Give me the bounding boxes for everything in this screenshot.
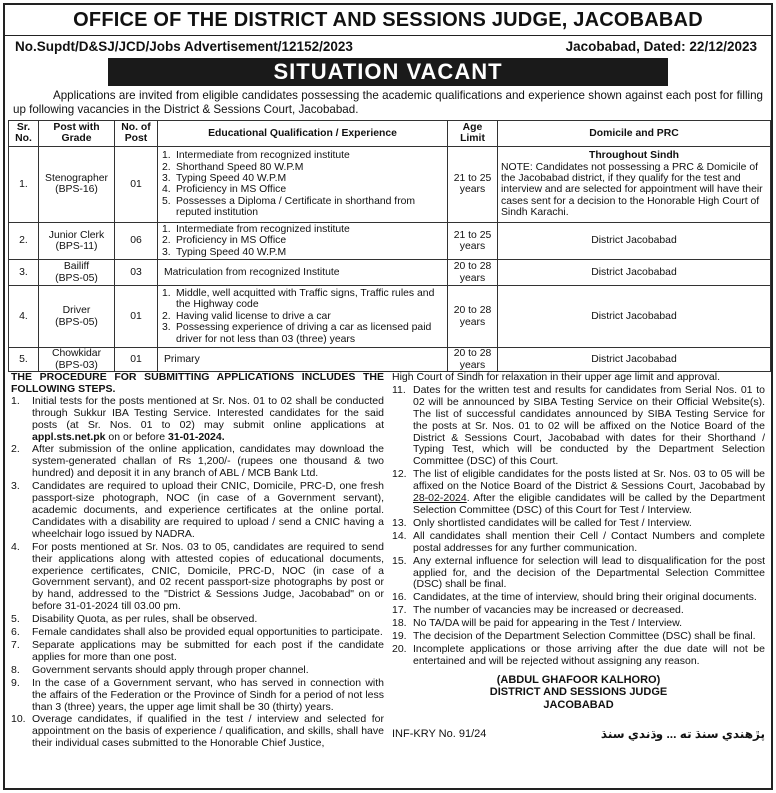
table-row	[9, 286, 771, 348]
row-post	[39, 222, 115, 259]
list-item: 1. Intermediate from recognized institute	[162, 150, 350, 162]
row-post	[39, 260, 115, 286]
procedure-left-column	[11, 372, 384, 750]
list-item: 8. Government servants should apply through proper channel.	[11, 663, 309, 676]
list-item: 1. Initial tests for the posts mentioned at Sr. Nos. 01 to 02 shall be conducted through Sukkur IBA Testing Service. Interested candidates for the said posts (at Sr. Nos. 01 to 02) may submit online applications at appl.sts.net.pk on or before 31-01-2024.	[11, 394, 384, 443]
list-item: 2. Having valid license to drive a car	[162, 310, 331, 322]
row-count: 03	[115, 260, 158, 286]
header-count: No. of Post	[115, 121, 158, 147]
domicile-note: NOTE: Candidates not possessing a PRC & Domicile of the Jacobabad district, if they qualify for the test and interview and are selected for appointment will have their cases sent for a decision to the Honorable High Court of Sindh Karachi.	[501, 161, 763, 219]
row-sr: 1.	[9, 146, 39, 222]
header-qualification: Educational Qualification / Experience	[158, 121, 448, 147]
post-name: Driver	[62, 305, 91, 317]
list-item: 2. After submission of the online application, candidates may download the system-generated challan of Rs 1,200/- (rupees one thousand & two hundred) and deposit it in any branch of ABL / MCB Bank Ltd.	[11, 443, 384, 480]
inf-number: INF-KRY No. 91/24	[392, 728, 487, 741]
list-item: 3. Typing Speed 40 W.P.M	[162, 172, 287, 184]
post-name: Bailiff	[63, 261, 90, 273]
post-grade: (BPS-05)	[55, 272, 98, 284]
list-item: 1. Middle, well acquitted with Traffic signs, Traffic rules and the Highway code	[162, 288, 435, 311]
list-item: 14. All candidates shall mention their Cell / Contact Numbers and complete postal addresses for any further communication.	[392, 529, 765, 554]
row-qualification	[158, 146, 448, 222]
post-name: Junior Clerk	[48, 229, 105, 241]
list-item: 1. Intermediate from recognized institute	[162, 223, 350, 235]
list-item: 13. Only shortlisted candidates will be called for Test / Interview.	[392, 516, 692, 529]
row-count: 01	[115, 286, 158, 348]
vacancy-table	[8, 120, 771, 372]
portal-link[interactable]: appl.sts.net.pk	[32, 430, 106, 443]
list-item: 3. Possessing experience of driving a car as licensed paid driver for not less than 03 (three) years	[162, 322, 432, 345]
row-sr: 2.	[9, 222, 39, 259]
intro-paragraph: Applications are invited from eligible candidates possessing the academic qualifications and experience shown against each post for filling up following vacancies in the District & Sessions Court, Jacobabad.	[13, 89, 763, 116]
row-domicile: District Jacobabad	[498, 286, 771, 348]
row-domicile: District Jacobabad	[498, 348, 771, 372]
list-item: 7. Separate applications may be submitted for each post if the candidate applies for more than one post.	[11, 638, 384, 663]
sindhi-slogan: پڙهندي سنڌ ته ... وڌندي سنڌ	[600, 727, 765, 742]
list-item: 10. Overage candidates, if qualified in the test / interview and selected for appointment on the basis of experience / qualification, and skills, shall have their individual cases submitted to the Honorable Chief Justice,	[11, 713, 384, 750]
list-item: 12. The list of eligible candidates for the posts listed at Sr. Nos. 03 to 05 will be affixed on the Notice Board of the District & Sessions Court, Jacobabad by 28-02-2024. After the eligible candidates will be called by the Department Selection Committee (DSC) of this Court for Test / Interview.	[392, 468, 765, 516]
row-count: 01	[115, 348, 158, 372]
footer-row	[392, 729, 765, 741]
signatory-name: (ABDUL GHAFOOR KALHORO)	[496, 673, 661, 686]
post-grade: (BPS-11)	[55, 240, 98, 252]
header-post: Post with Grade	[39, 121, 115, 147]
date-line: Jacobabad, Dated: 22/12/2023	[565, 39, 757, 54]
row-count: 01	[115, 146, 158, 222]
list-item: 5. Disability Quota, as per rules, shall be observed.	[11, 613, 258, 626]
list-item: 4. Proficiency in MS Office	[162, 184, 287, 196]
reference-number: No.Supdt/D&SJ/JCD/Jobs Advertisement/12152/2023	[15, 39, 353, 54]
row-qualification	[158, 286, 448, 348]
header-sr: Sr. No.	[9, 121, 39, 147]
list-item: 17. The number of vacancies may be increased or decreased.	[392, 604, 684, 617]
procedure-right-column	[392, 372, 765, 750]
list-item: 6. Female candidates shall also be provided equal opportunities to participate.	[11, 626, 383, 639]
list-item: 15. Any external influence for selection will lead to disqualification for the post applied for, and the decision of the Departmental Selection Committee (DSC) shall be final.	[392, 554, 765, 591]
reference-row	[5, 36, 771, 58]
table-row	[9, 260, 771, 286]
table-row	[9, 146, 771, 222]
row-post	[39, 286, 115, 348]
post-name: Chowkidar	[51, 348, 102, 360]
row-qualification: Primary	[158, 348, 448, 372]
row-domicile: District Jacobabad	[498, 222, 771, 259]
list-item: 9. In the case of a Government servant, who has served in connection with the affairs of the Federation or the Province of Sindh for a period of not less than 3 (three) years, the upper age limit shall be 30 (thirty) years.	[11, 676, 384, 713]
list-item: 20. Incomplete applications or those arriving after the due date will not be entertained and will be rejected without assigning any reason.	[392, 642, 765, 667]
post-grade: (BPS-05)	[55, 316, 98, 328]
step-10-continuation: High Court of Sindh for relaxation in their upper age limit and approval.	[392, 371, 721, 384]
row-count: 06	[115, 222, 158, 259]
signature-block	[392, 674, 765, 712]
post-name: Stenographer	[45, 172, 108, 184]
header-domicile: Domicile and PRC	[498, 121, 771, 147]
list-item: 2. Proficiency in MS Office	[162, 235, 287, 247]
list-item: 11. Dates for the written test and results for candidates from Serial Nos. 01 to 02 will be announced by SIBA Testing Service on their Official Website(s). The list of successful candidates announced by SIBA Testing Service for the posts at Sr. Nos. 01 to 02 will be affixed on the Notice Board of the District & Sessions Court, Jacobabad with dates for their Shorthand / Typing Test, which will be conducted by the Department Selection Committee (DSC) of this Court.	[392, 383, 765, 468]
post-grade: (BPS-03)	[55, 359, 98, 371]
row-age: 20 to 28 years	[448, 260, 498, 286]
post-grade: (BPS-16)	[55, 184, 98, 196]
table-row	[9, 222, 771, 259]
row-qualification: Matriculation from recognized Institute	[158, 260, 448, 286]
row-sr: 3.	[9, 260, 39, 286]
row-age: 20 to 28 years	[448, 286, 498, 348]
header-age: Age Limit	[448, 121, 498, 147]
row-domicile	[498, 146, 771, 222]
row-qualification	[158, 222, 448, 259]
list-item: 3. Candidates are required to upload their CNIC, Domicile, PRC-D, one fresh passport-size photograph, NOC (in case of a Government servant), academic documents, and experience certificates at the online portal. Candidates with a disability are required to upload / send a CNIC having a wheelchair logo issued by NADRA.	[11, 480, 384, 540]
office-title: OFFICE OF THE DISTRICT AND SESSIONS JUDGE, JACOBABAD	[5, 5, 771, 36]
signatory-designation: DISTRICT AND SESSIONS JUDGE	[489, 686, 668, 699]
row-sr: 4.	[9, 286, 39, 348]
list-item: 16. Candidates, at the time of interview, should bring their original documents.	[392, 591, 757, 604]
row-sr: 5.	[9, 348, 39, 372]
list-item: 5. Possesses a Diploma / Certificate in shorthand from reputed institution	[162, 195, 416, 219]
row-domicile: District Jacobabad	[498, 260, 771, 286]
row-post	[39, 348, 115, 372]
procedure-section	[5, 372, 771, 750]
procedure-heading: THE PROCEDURE FOR SUBMITTING APPLICATIONS INCLUDES THE FOLLOWING STEPS.	[11, 371, 384, 395]
list-item: 19. The decision of the Department Selection Committee (DSC) shall be final.	[392, 630, 756, 643]
situation-vacant-banner: SITUATION VACANT	[108, 58, 668, 86]
table-row	[9, 348, 771, 372]
row-age: 20 to 28 years	[448, 348, 498, 372]
domicile-heading: Throughout Sindh	[588, 150, 680, 162]
table-header-row	[9, 121, 771, 147]
list-item: 3. Typing Speed 40 W.P.M	[162, 246, 287, 258]
list-item: 4. For posts mentioned at Sr. Nos. 03 to 05, candidates are required to send their applications along with attested copies of educational documents, experience certificates, CNIC, Domicile, PRC-D, NOC (in case of a Government servant), and 02 recent passport-size photographs by post or by hand, addressed to the "District & Sessions Judge, Jacobabad" on or before 31-01-2024 till 03.00 pm.	[11, 540, 384, 613]
row-age: 21 to 25 years	[448, 146, 498, 222]
row-post	[39, 146, 115, 222]
list-item: 18. No TA/DA will be paid for appearing in the Test / Interview.	[392, 617, 683, 630]
signatory-place: JACOBABAD	[543, 698, 614, 711]
list-item: 2. Shorthand Speed 80 W.P.M	[162, 161, 304, 173]
advertisement-page	[3, 3, 773, 790]
row-age: 21 to 25 years	[448, 222, 498, 259]
